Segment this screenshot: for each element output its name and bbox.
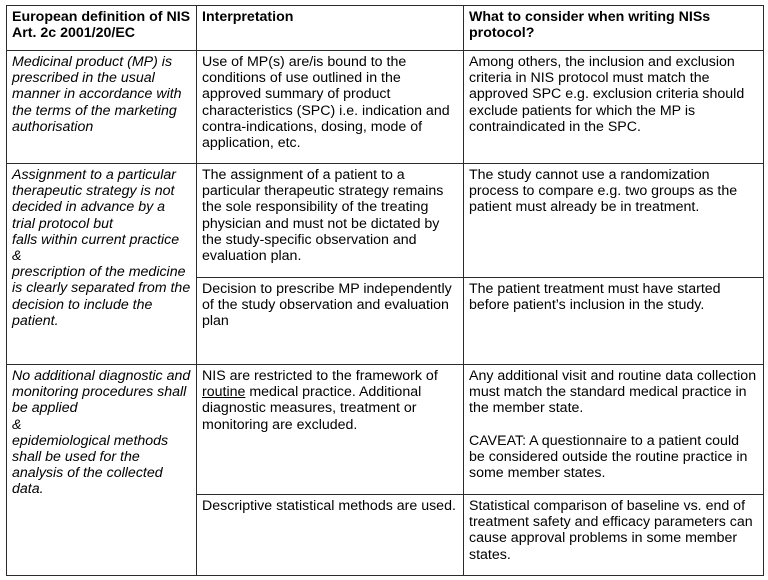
interpretation-cell: Decision to prescribe MP independently of the study observation and evaluation plan <box>197 278 464 365</box>
definition-cell <box>7 51 197 164</box>
consideration-cell <box>464 365 764 495</box>
header-definition: European definition of NIS Art. 2c 2001/20/EC <box>7 6 197 51</box>
definition-cell <box>7 365 197 576</box>
consideration-cell: Statistical comparison of baseline vs. end of treatment safety and efficacy parameters can cause approval problems in some member states. <box>464 495 764 576</box>
definition-text: falls within current practice <box>12 231 180 248</box>
interpretation-cell <box>197 365 464 495</box>
definition-connector: & <box>12 248 22 265</box>
underlined-term: routine <box>202 384 246 401</box>
definition-text: prescription of the medicine is clearly separated from the decision to include the patient. <box>12 264 191 329</box>
definition-cell <box>7 164 197 365</box>
interpretation-text: medical practice. Additional diagnostic measures, treatment or monitoring are excluded. <box>202 384 422 433</box>
caveat-text: CAVEAT: A questionnaire to a patient could be considered outside the routine practice in some member states. <box>469 432 748 482</box>
definition-text: Medicinal product (MP) is prescribed in the usual manner in accordance with the terms of the marketing authorisation <box>12 54 182 135</box>
interpretation-cell: Descriptive statistical methods are used. <box>197 495 464 576</box>
definition-text: epidemiological methods shall be used for the analysis of the collected data. <box>12 432 169 498</box>
definition-text: Assignment to a particular therapeutic strategy is not decided in advance by a trial protocol but <box>12 167 177 232</box>
table-header-row <box>7 6 764 51</box>
table-row <box>7 51 764 164</box>
definition-text: No additional diagnostic and monitoring procedures shall be applied <box>12 368 191 417</box>
table-row <box>7 365 764 495</box>
consideration-text: Any additional visit and routine data collection must match the standard medical practice in the member state. <box>469 368 757 417</box>
consideration-cell: Among others, the inclusion and exclusion criteria in NIS protocol must match the approved SPC e.g. exclusion criteria should exclude patients for which the MP is contraindicated in the SPC. <box>464 51 764 164</box>
header-considerations: What to consider when writing NISs protocol? <box>464 6 764 51</box>
interpretation-text: NIS are restricted to the framework of <box>202 368 438 384</box>
consideration-cell: The patient treatment must have started before patient’s inclusion in the study. <box>464 278 764 365</box>
interpretation-cell: The assignment of a patient to a particular therapeutic strategy remains the sole responsibility of the treating physician and must not be dictated by the study-specific observation and evaluation plan. <box>197 164 464 278</box>
table-row <box>7 164 764 278</box>
nis-definition-table <box>6 5 764 576</box>
definition-connector: & <box>12 416 22 433</box>
consideration-cell: The study cannot use a randomization process to compare e.g. two groups as the patient must already be in treatment. <box>464 164 764 278</box>
interpretation-cell: Use of MP(s) are/is bound to the conditions of use outlined in the approved summary of product characteristics (SPC) i.e. indication and contra-indications, dosing, mode of application, etc. <box>197 51 464 164</box>
paragraph-gap <box>469 417 758 433</box>
header-interpretation: Interpretation <box>197 6 464 51</box>
